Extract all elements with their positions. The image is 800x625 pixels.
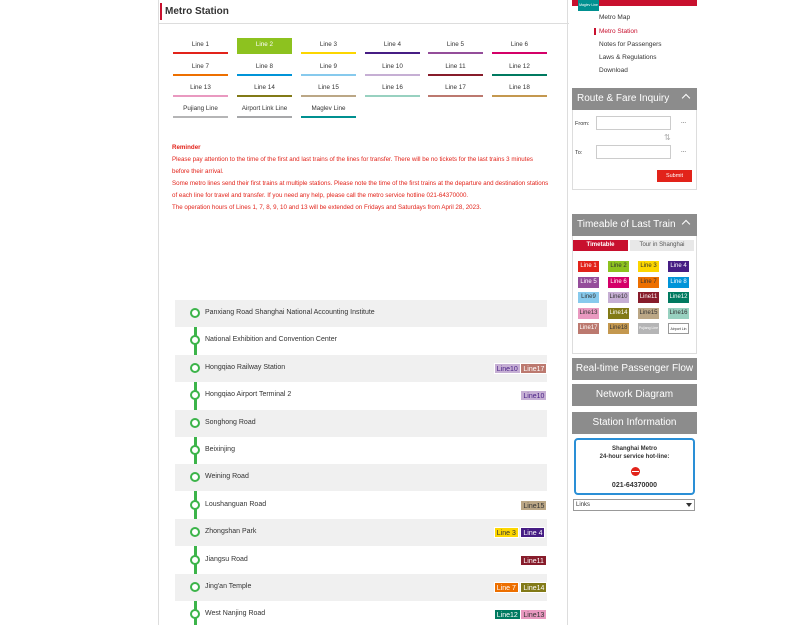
- station-marker-icon: [190, 418, 200, 428]
- nav-metro-map[interactable]: Metro Map: [599, 14, 631, 21]
- line-button-line-7[interactable]: Line 7: [191, 63, 210, 70]
- station-row[interactable]: [175, 382, 547, 409]
- station-name[interactable]: Jing'an Temple: [205, 583, 252, 590]
- station-name[interactable]: Weining Road: [205, 473, 249, 480]
- reminder-paragraph-1: Please pay attention to the time of the first and last trains of the lines for transfer. There will be no tickets for the last trains 3 minutes before their arrival.: [172, 156, 534, 175]
- line-button-line-5[interactable]: Line 5: [446, 41, 465, 48]
- station-row[interactable]: [175, 410, 547, 437]
- station-information-link[interactable]: [572, 412, 697, 434]
- station-marker-icon: [190, 609, 200, 619]
- line-button-line-11[interactable]: Line 11: [445, 63, 466, 70]
- line-color-bar: [365, 74, 420, 76]
- line-button-line-3[interactable]: Line 3: [319, 41, 338, 48]
- line-button-line-13[interactable]: Line 13: [190, 84, 211, 91]
- chevron-down-icon: [686, 503, 692, 507]
- timetable-badge-line18[interactable]: Line18: [608, 323, 629, 334]
- station-row[interactable]: [175, 355, 547, 382]
- line-color-bar: [492, 52, 547, 54]
- station-name[interactable]: Jiangsu Road: [205, 556, 248, 563]
- line-button-line-2[interactable]: Line 2: [237, 38, 292, 52]
- line-color-bar: [237, 74, 292, 76]
- tab-timetable[interactable]: Timetable: [573, 240, 628, 251]
- timetable-badge-line12[interactable]: Line12: [668, 292, 689, 303]
- metro-logo-icon: [631, 467, 640, 476]
- line-color-bar: [237, 52, 292, 54]
- transfer-badge[interactable]: Line11: [520, 555, 547, 566]
- hotline-number: 021-64370000: [611, 482, 658, 489]
- station-row[interactable]: [175, 300, 547, 327]
- nav-metro-station[interactable]: Metro Station: [599, 28, 638, 35]
- station-row[interactable]: [175, 547, 547, 574]
- transfer-badge[interactable]: Line10: [494, 363, 521, 374]
- network-diagram-link[interactable]: [572, 384, 697, 406]
- line-color-bar: [237, 116, 292, 118]
- timetable-header[interactable]: [572, 214, 697, 236]
- line-color-bar: [428, 52, 483, 54]
- station-marker-icon: [190, 445, 200, 455]
- line-color-bar: [301, 95, 356, 97]
- transfer-badge[interactable]: Line17: [520, 363, 547, 374]
- line-button-line-8[interactable]: Line 8: [255, 63, 274, 70]
- timetable-badge-line-7[interactable]: Line 7: [638, 277, 659, 288]
- timetable-badge-line15[interactable]: Line15: [638, 308, 659, 319]
- title-accent-bar: [160, 3, 162, 20]
- line-color-bar: [428, 74, 483, 76]
- line-button-line-18[interactable]: Line 18: [509, 84, 530, 91]
- transfer-badge[interactable]: Line14: [520, 582, 547, 593]
- line-color-bar: [492, 95, 547, 97]
- line-button-line-16[interactable]: Line 16: [382, 84, 403, 91]
- timetable-badge-line10[interactable]: Line10: [608, 292, 629, 303]
- station-row[interactable]: [175, 519, 547, 546]
- transfer-badge[interactable]: Line 7: [494, 582, 519, 593]
- to-label: To:: [575, 150, 583, 156]
- station-name[interactable]: Songhong Road: [205, 419, 256, 426]
- station-marker-icon: [190, 582, 200, 592]
- line-button-airport-link-line[interactable]: Airport Link Line: [241, 105, 288, 112]
- station-marker-icon: [190, 390, 200, 400]
- line-button-line-15[interactable]: Line 15: [318, 84, 339, 91]
- timetable-badge-line-4[interactable]: Line 4: [668, 261, 689, 272]
- from-station-input[interactable]: [596, 116, 671, 130]
- page-title: Metro Station: [165, 6, 229, 17]
- hotline-subheading: 24-hour service hot-line:: [599, 454, 670, 460]
- fare-inquiry-title: Route & Fare Inquiry: [577, 93, 670, 104]
- transfer-badge[interactable]: Line13: [520, 609, 547, 620]
- station-marker-icon: [190, 500, 200, 510]
- station-row[interactable]: [175, 464, 547, 491]
- station-marker-icon: [190, 555, 200, 565]
- line-button-line-14[interactable]: Line 14: [254, 84, 275, 91]
- station-marker-icon: [190, 363, 200, 373]
- hotline-heading: Shanghai Metro: [611, 446, 657, 452]
- reminder-title: Reminder: [172, 144, 201, 151]
- station-row[interactable]: [175, 601, 547, 625]
- line-color-bar: [173, 95, 228, 97]
- transfer-badge[interactable]: Line 4: [520, 527, 545, 538]
- line-color-bar: [237, 95, 292, 97]
- swap-icon[interactable]: ⇅: [664, 133, 671, 142]
- station-marker-icon: [190, 527, 200, 537]
- timetable-badge-line9[interactable]: Line9: [578, 292, 599, 303]
- submit-button[interactable]: Submit: [657, 170, 692, 182]
- timetable-badge-line14[interactable]: Line14: [608, 308, 629, 319]
- fare-inquiry-header[interactable]: [572, 88, 697, 110]
- timetable-badge-line17[interactable]: Line17: [578, 323, 599, 334]
- line-color-bar: [365, 95, 420, 97]
- line-color-bar: [301, 52, 356, 54]
- transfer-badge[interactable]: Line10: [520, 390, 547, 401]
- line-button-pujiang-line[interactable]: Pujiang Line: [183, 105, 218, 112]
- main-panel: [158, 0, 568, 625]
- reminder-paragraph-3: The operation hours of Lines 1, 7, 8, 9, 10 and 13 will be extended on Fridays and Saturdays from April 28, 2023.: [172, 204, 482, 211]
- station-name[interactable]: Loushanguan Road: [205, 501, 267, 508]
- timetable-badge-line-8[interactable]: Line 8: [668, 277, 689, 288]
- line-button-line-4[interactable]: Line 4: [383, 41, 402, 48]
- tab-tour-in-shanghai[interactable]: Tour in Shanghai: [630, 240, 694, 251]
- reminder-paragraph-2: Some metro lines send their first trains at multiple stations. Please note the time of the first trains at the departure and destination stations of each line for travel and transfer. If you need any help, please call the metro service hotline 021-64370000.: [172, 180, 549, 199]
- station-row[interactable]: [175, 327, 547, 354]
- timetable-badge-line11[interactable]: Line11: [638, 292, 659, 303]
- station-name[interactable]: Beixinjing: [205, 446, 235, 453]
- station-name[interactable]: Hongqiao Railway Station: [205, 364, 286, 371]
- station-row[interactable]: [175, 492, 547, 519]
- timetable-badge-line16[interactable]: Line16: [668, 308, 689, 319]
- line-button-line-9[interactable]: Line 9: [319, 63, 338, 70]
- to-station-input[interactable]: [596, 145, 671, 159]
- reminder-notice: [172, 142, 552, 214]
- line-button-line-17[interactable]: Line 17: [445, 84, 466, 91]
- line-color-bar: [173, 74, 228, 76]
- to-picker-button[interactable]: ...: [681, 148, 687, 154]
- line-button-line-12[interactable]: Line 12: [509, 63, 530, 70]
- timetable-badge-line-3[interactable]: Line 3: [638, 261, 659, 272]
- line-color-bar: [428, 95, 483, 97]
- timetable-badge-line-5[interactable]: Line 5: [578, 277, 599, 288]
- station-name[interactable]: West Nanjing Road: [205, 610, 266, 617]
- station-row[interactable]: [175, 437, 547, 464]
- timetable-badge-line-6[interactable]: Line 6: [608, 277, 629, 288]
- station-marker-icon: [190, 308, 200, 318]
- station-marker-icon: [190, 472, 200, 482]
- line-color-bar: [173, 116, 228, 118]
- line-color-bar: [301, 116, 356, 118]
- nav-active-marker: [594, 28, 596, 35]
- passenger-flow-label: Real-time Passenger Flow: [575, 363, 694, 374]
- links-dropdown-value: Links: [576, 502, 591, 508]
- page-title-bar: [159, 0, 569, 24]
- timetable-title: Timeable of Last Train: [577, 219, 676, 230]
- station-marker-icon: [190, 335, 200, 345]
- timetable-badge-maglev-line[interactable]: Maglev Line: [578, 0, 599, 11]
- line-color-bar: [173, 52, 228, 54]
- timetable-badge-line-1[interactable]: Line 1: [578, 261, 599, 272]
- station-name[interactable]: Panxiang Road Shanghai National Accounting Institute: [205, 309, 375, 316]
- passenger-flow-link[interactable]: [572, 358, 697, 380]
- timetable-badge-pujiang-line[interactable]: Pujiang Line: [638, 323, 659, 334]
- chevron-up-icon: [682, 94, 690, 102]
- timetable-badge-line-2[interactable]: Line 2: [608, 261, 629, 272]
- station-name[interactable]: Hongqiao Airport Terminal 2: [205, 391, 292, 398]
- hotline-box: [574, 438, 695, 495]
- links-dropdown[interactable]: [573, 499, 695, 511]
- sidebar: [572, 0, 697, 625]
- timetable-badge-airport-lin[interactable]: Airport Lin: [668, 323, 689, 334]
- line-color-bar: [301, 74, 356, 76]
- nav-laws-regulations[interactable]: Laws & Regulations: [599, 54, 657, 61]
- line-button-line-10[interactable]: Line 10: [382, 63, 403, 70]
- line-button-line-1[interactable]: Line 1: [191, 41, 210, 48]
- network-diagram-label: Network Diagram: [595, 389, 674, 400]
- nav-notes-for-passengers[interactable]: Notes for Passengers: [599, 41, 662, 48]
- nav-download[interactable]: Download: [599, 67, 628, 74]
- line-color-bar: [365, 52, 420, 54]
- transfer-badge[interactable]: Line 3: [494, 527, 519, 538]
- timetable-badge-line13[interactable]: Line13: [578, 308, 599, 319]
- station-row[interactable]: [175, 574, 547, 601]
- transfer-badge[interactable]: Line12: [494, 609, 521, 620]
- station-name[interactable]: Zhongshan Park: [205, 528, 257, 535]
- line-color-bar: [492, 74, 547, 76]
- transfer-badge[interactable]: Line15: [520, 500, 547, 511]
- line-button-maglev-line[interactable]: Maglev Line: [311, 105, 346, 112]
- station-information-label: Station Information: [592, 417, 677, 428]
- line-button-line-6[interactable]: Line 6: [510, 41, 529, 48]
- station-name[interactable]: National Exhibition and Convention Center: [205, 336, 337, 343]
- from-label: From:: [575, 121, 590, 127]
- chevron-up-icon: [682, 220, 690, 228]
- from-picker-button[interactable]: ...: [681, 119, 687, 125]
